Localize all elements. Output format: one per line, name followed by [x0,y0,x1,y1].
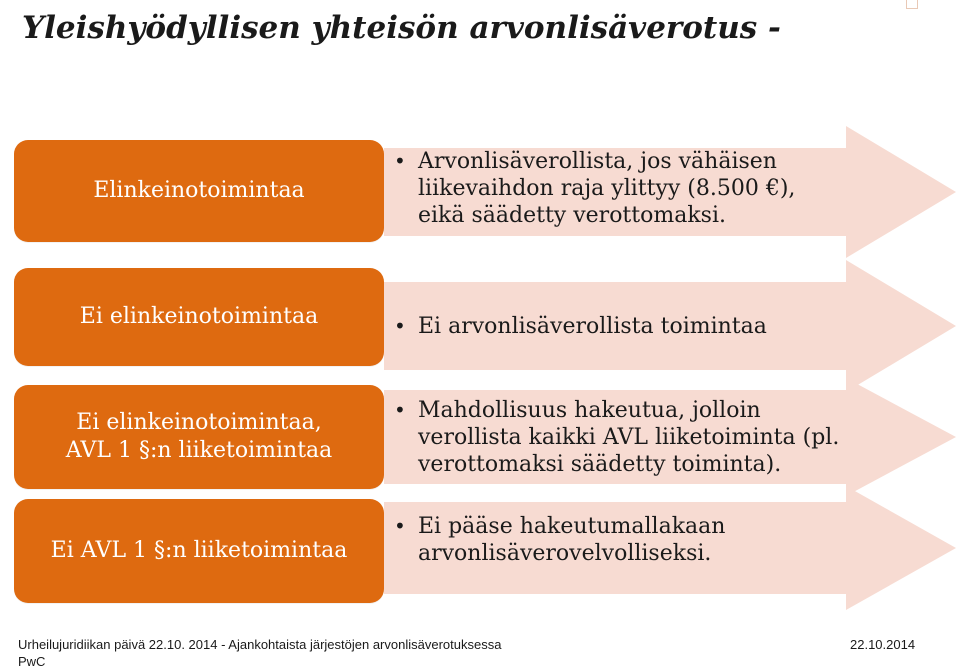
bullet-item-2: • Ei arvonlisäverollista toimintaa [392,313,767,340]
bullet-list-4 [392,513,725,567]
category-label-3 [14,385,384,489]
category-text-1: Elinkeinotoimintaa [93,178,305,203]
footer-event-text: Urheilujuridiikan päivä 22.10. 2014 - Ajankohtaista järjestöjen arvonlisäverotuksessa [18,637,502,652]
corner-decoration [906,0,918,9]
bullet-list-2 [392,313,767,340]
footer [18,636,501,670]
bullet-item-3: • Mahdollisuus hakeutua, jolloin verollista kaikki AVL liiketoiminta (pl. verottomaksi säädetty toiminta). [392,397,839,478]
category-text-2: Ei elinkeinotoimintaa [79,304,319,329]
bullet-list-1 [392,148,795,229]
bullet-list-3 [392,397,839,478]
category-label-4 [14,499,384,603]
footer-date: 22.10.2014 [850,637,916,652]
bullet-item-1: • Arvonlisäverollista, jos vähäisen liikevaihdon raja ylittyy (8.500 €), eikä säädetty verottomaksi. [392,148,795,229]
footer-company: PwC [18,654,46,669]
category-label-1 [14,140,384,242]
bullet-item-4: • Ei pääse hakeutumallakaan arvonlisäverovelvolliseksi. [392,513,725,567]
category-text-4: Ei AVL 1 §:n liiketoimintaa [50,538,348,563]
category-text-3: Ei elinkeinotoimintaa, AVL 1 §:n liiketoimintaa [65,410,333,463]
category-label-2 [14,268,384,366]
slide-title: Yleishyödyllisen yhteisön arvonlisäverotus - [22,10,781,46]
